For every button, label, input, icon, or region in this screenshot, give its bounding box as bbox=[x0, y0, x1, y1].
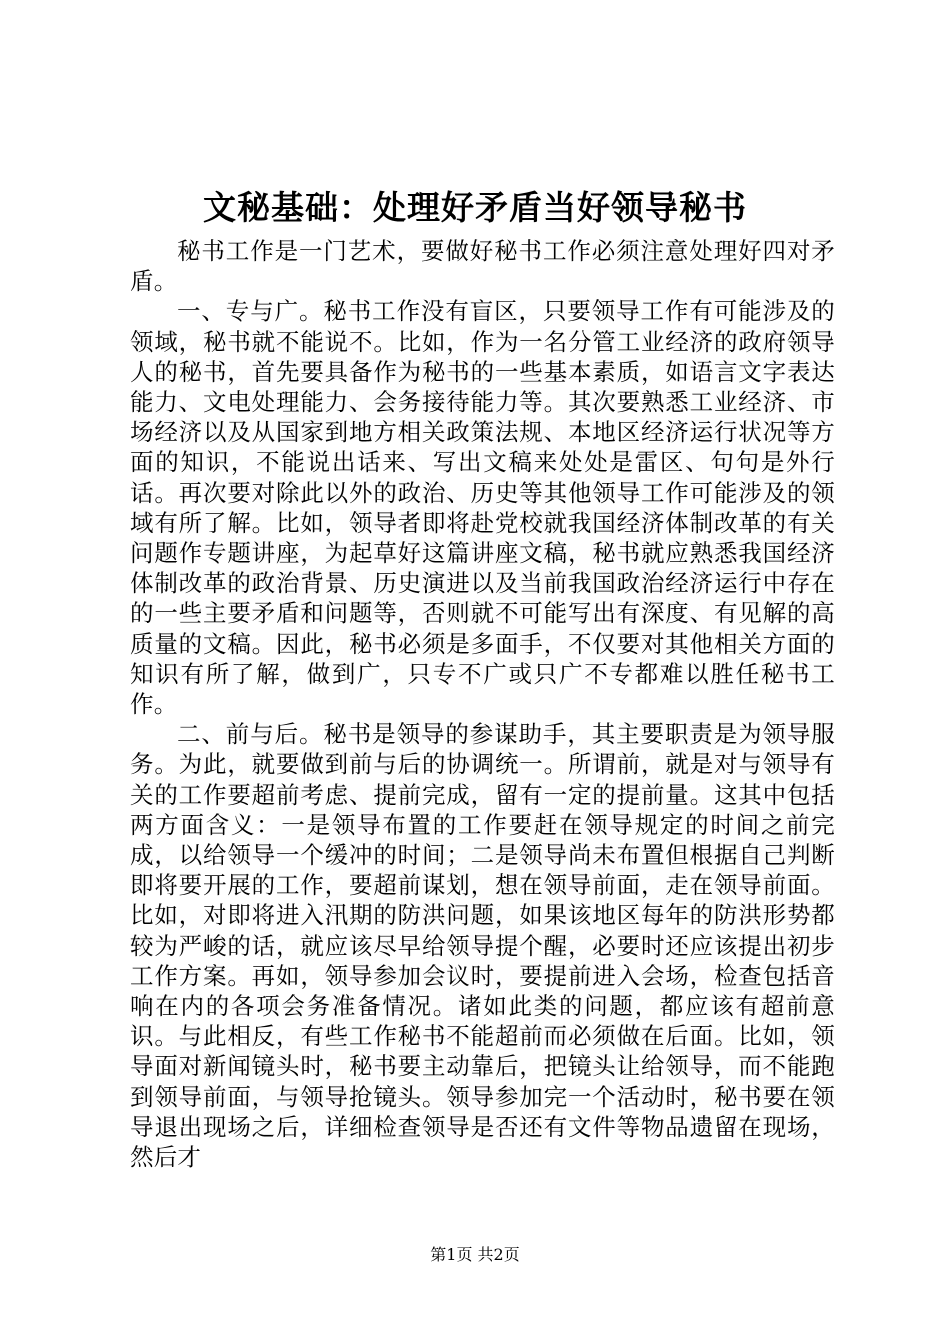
document-title: 文秘基础：处理好矛盾当好领导秘书 bbox=[203, 188, 747, 227]
page-number-footer: 第1页 共2页 bbox=[430, 1245, 520, 1264]
document-body bbox=[130, 236, 835, 1172]
paragraph-section-one: 一、专与广。秘书工作没有盲区，只要领导工作有可能涉及的领域，秘书就不能说不。比如，作为一名分管工业经济的政府领导人的秘书，首先要具备作为秘书的一些基本素质，如语言文字表达能力、文电处理能力、会务接待能力等。其次要熟悉工业经济、市场经济以及从国家到地方相关政策法规、本地区经济运行状况等方面的知识，不能说出话来、写出文稿来处处是雷区、句句是外行话。再次要对除此以外的政治、历史等其他领导工作可能涉及的领域有所了解。比如，领导者即将赴党校就我国经济体制改革的有关问题作专题讲座，为起草好这篇讲座文稿，秘书就应熟悉我国经济体制改革的政治背景、历史演进以及当前我国政治经济运行中存在的一些主要矛盾和问题等，否则就不可能写出有深度、有见解的高质量的文稿。因此，秘书必须是多面手，不仅要对其他相关方面的知识有所了解，做到广，只专不广或只广不专都难以胜任秘书工作。 bbox=[130, 297, 835, 719]
paragraph-intro: 秘书工作是一门艺术，要做好秘书工作必须注意处理好四对矛盾。 bbox=[130, 237, 835, 296]
paragraph-section-two: 二、前与后。秘书是领导的参谋助手，其主要职责是为领导服务。为此，就要做到前与后的协调统一。所谓前，就是对与领导有关的工作要超前考虑、提前完成，留有一定的提前量。这其中包括两方面含义：一是领导布置的工作要赶在领导规定的时间之前完成，以给领导一个缓冲的时间；二是领导尚未布置但根据自己判断即将要开展的工作，要超前谋划，想在领导前面，走在领导前面。比如，对即将进入汛期的防洪问题，如果该地区每年的防洪形势都较为严峻的话，就应该尽早给领导提个醒，必要时还应该提出初步工作方案。再如，领导参加会议时，要提前进入会场，检查包括音响在内的各项会务准备情况。诸如此类的问题，都应该有超前意识。与此相反，有些工作秘书不能超前而必须做在后面。比如，领导面对新闻镜头时，秘书要主动靠后，把镜头让给领导，而不能跑到领导前面，与领导抢镜头。领导参加完一个活动时，秘书要在领导退出现场之后，详细检查领导是否还有文件等物品遗留在现场，然后才 bbox=[130, 720, 835, 1172]
